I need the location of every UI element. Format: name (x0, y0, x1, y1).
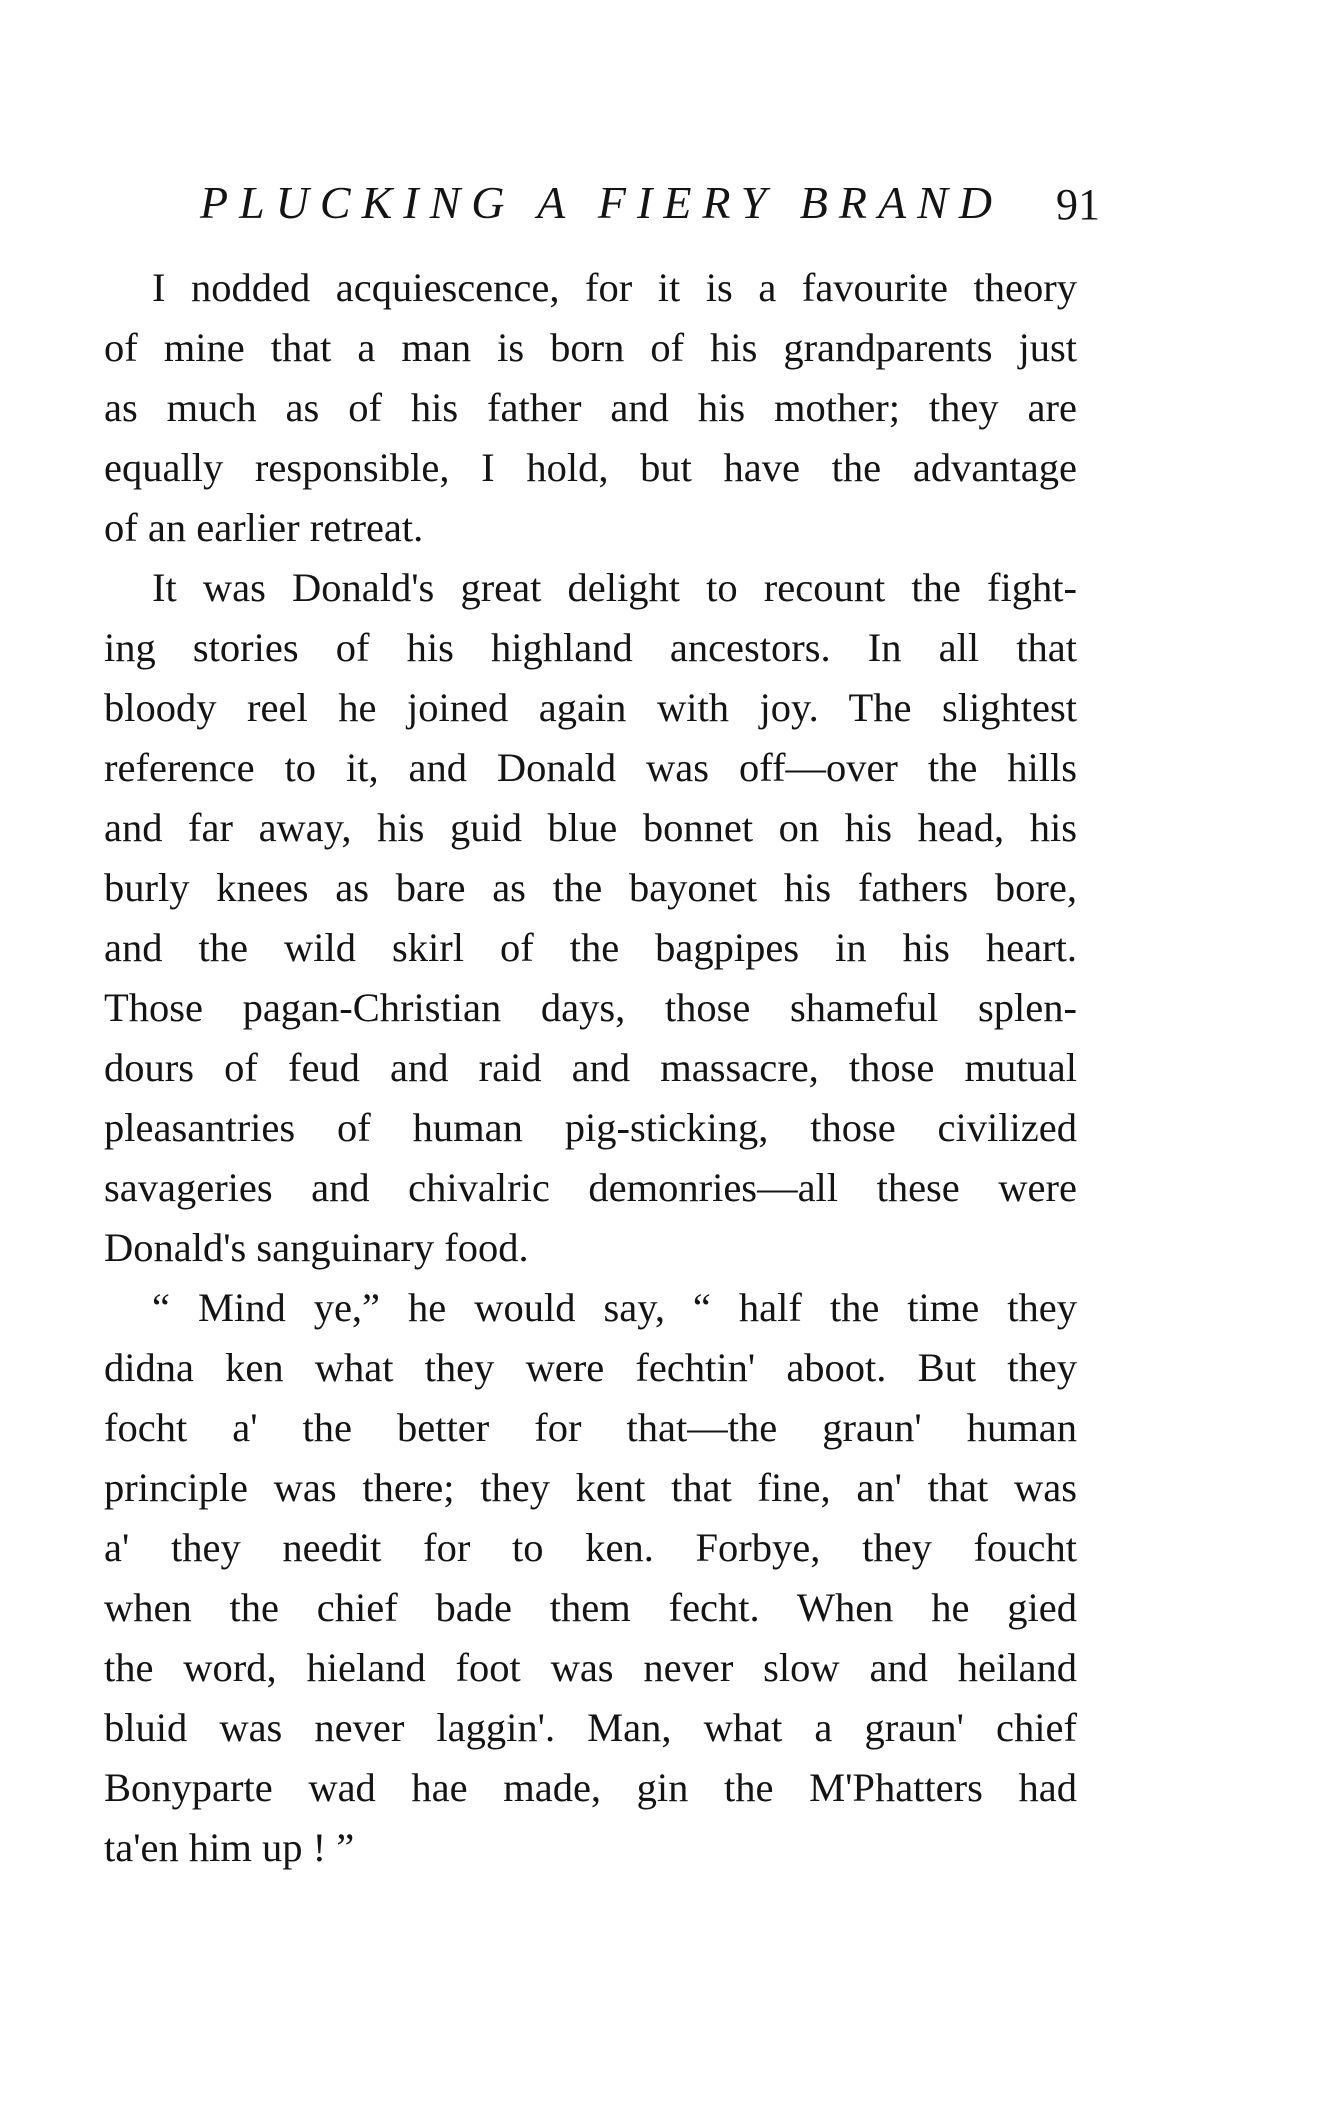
text-line: focht a' the better for that—the graun' human (104, 1405, 1077, 1450)
text-line: burly knees as bare as the bayonet his fathers bore, (104, 865, 1077, 910)
text-line: Donald's sanguinary food. (104, 1225, 529, 1270)
text-line: Bonyparte wad hae made, gin the M'Phatters had (104, 1765, 1077, 1810)
text-line: It was Donald's great delight to recount the fight- (152, 565, 1077, 610)
text-line: principle was there; they kent that fine, an' that was (104, 1465, 1077, 1510)
text-line: Those pagan-Christian days, those shameful splen- (104, 985, 1077, 1030)
text-line: “ Mind ye,” he would say, “ half the time they (152, 1285, 1077, 1330)
text-line: reference to it, and Donald was off—over the hills (104, 745, 1077, 790)
body-text (104, 258, 1077, 1878)
text-line: of mine that a man is born of his grandparents just (104, 325, 1077, 370)
running-head (200, 168, 1100, 238)
text-line: bluid was never laggin'. Man, what a graun' chief (104, 1705, 1077, 1750)
text-line: of an earlier retreat. (104, 505, 424, 550)
text-line: dours of feud and raid and massacre, those mutual (104, 1045, 1077, 1090)
text-line: as much as of his father and his mother; they are (104, 385, 1077, 430)
text-line: equally responsible, I hold, but have the advantage (104, 445, 1077, 490)
text-line: ta'en him up ! ” (104, 1825, 355, 1870)
text-line: bloody reel he joined again with joy. The slightest (104, 685, 1077, 730)
text-line: pleasantries of human pig-sticking, those civilized (104, 1105, 1077, 1150)
text-line: and far away, his guid blue bonnet on his head, his (104, 805, 1077, 850)
text-line: didna ken what they were fechtin' aboot. But they (104, 1345, 1077, 1390)
text-line: a' they needit for to ken. Forbye, they foucht (104, 1525, 1077, 1570)
text-line: when the chief bade them fecht. When he gied (104, 1585, 1077, 1630)
page-number: 91 (1056, 180, 1100, 229)
text-line: savageries and chivalric demonries—all these were (104, 1165, 1077, 1210)
paragraph-2 (104, 558, 1077, 1278)
running-title: PLUCKING A FIERY BRAND (200, 177, 1003, 228)
text-line: I nodded acquiescence, for it is a favourite theory (152, 265, 1077, 310)
text-line: ing stories of his highland ancestors. In all that (104, 625, 1077, 670)
text-line: the word, hieland foot was never slow and heiland (104, 1645, 1077, 1690)
paragraph-3 (104, 1278, 1077, 1878)
paragraph-1 (104, 258, 1077, 558)
text-line: and the wild skirl of the bagpipes in his heart. (104, 925, 1077, 970)
